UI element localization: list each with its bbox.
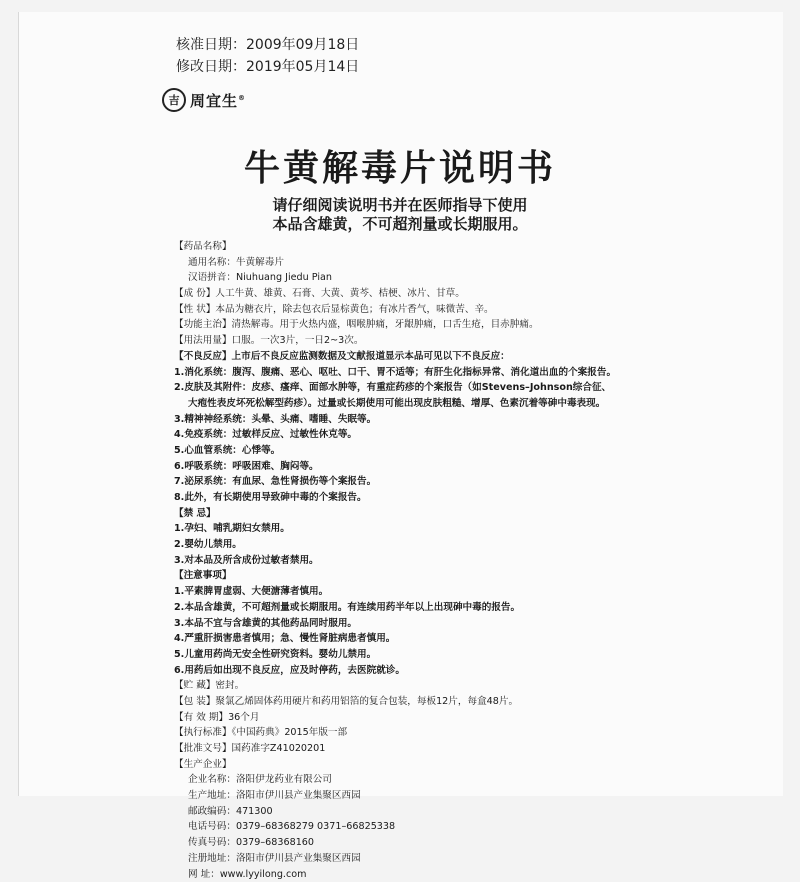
leaflet-line: 【贮 藏】密封。: [174, 678, 624, 694]
leaflet-line: 【生产企业】: [174, 757, 624, 773]
leaflet-line: 汉语拼音：Niuhuang Jiedu Pian: [174, 270, 624, 286]
leaflet-line: 1.平素脾胃虚弱、大便溏薄者慎用。: [174, 584, 624, 600]
leaflet-content: [174, 239, 624, 882]
leaflet-line: 电话号码：0379–68368279 0371–66825338: [174, 819, 624, 835]
leaflet-line: 4.严重肝损害患者慎用；急、慢性肾脏病患者慎用。: [174, 631, 624, 647]
leaflet-line: 1.消化系统：腹泻、腹痛、恶心、呕吐、口干、胃不适等；有肝生化指标异常、消化道出血的个案报告。: [174, 365, 624, 381]
brand-name: [190, 90, 246, 111]
leaflet-line: 5.儿童用药尚无安全性研究资料。婴幼儿禁用。: [174, 647, 624, 663]
leaflet-line: 3.对本品及所含成份过敏者禁用。: [174, 553, 624, 569]
leaflet-line: 8.此外，有长期使用导致砷中毒的个案报告。: [174, 490, 624, 506]
leaflet-line: 6.用药后如出现不良反应，应及时停药，去医院就诊。: [174, 663, 624, 679]
leaflet-line: 传真号码：0379–68368160: [174, 835, 624, 851]
leaflet-line: 7.泌尿系统：有血尿、急性肾损伤等个案报告。: [174, 474, 624, 490]
brand-name-text: 周宜生: [190, 92, 238, 110]
leaflet-line: 2.皮肤及其附件：皮疹、瘙痒、面部水肿等，有重症药疹的个案报告（如Stevens–Johnson综合征、: [174, 380, 624, 396]
leaflet-line: 3.本品不宜与含雄黄的其他药品同时服用。: [174, 616, 624, 632]
leaflet-line: 4.免疫系统：过敏样反应、过敏性休克等。: [174, 427, 624, 443]
leaflet-line: 网 址：www.lyyilong.com: [174, 867, 624, 882]
leaflet-line: 【包 装】聚氯乙烯固体药用硬片和药用铝箔的复合包装，每板12片，每盒48片。: [174, 694, 624, 710]
leaflet-line: 3.精神神经系统：头晕、头痛、嗜睡、失眠等。: [174, 412, 624, 428]
leaflet-line: 邮政编码：471300: [174, 804, 624, 820]
leaflet-line: 1.孕妇、哺乳期妇女禁用。: [174, 521, 624, 537]
leaflet-line: 2.本品含雄黄，不可超剂量或长期服用。有连续用药半年以上出现砷中毒的报告。: [174, 600, 624, 616]
leaflet-line: 5.心血管系统：心悸等。: [174, 443, 624, 459]
leaflet-line: 6.呼吸系统：呼吸困难、胸闷等。: [174, 459, 624, 475]
leaflet-line: 【药品名称】: [174, 239, 624, 255]
warning-line-2: 本品含雄黄，不可超剂量或长期服用。: [0, 215, 800, 234]
date-block: [176, 34, 359, 78]
leaflet-line: 【成 份】人工牛黄、雄黄、石膏、大黄、黄芩、桔梗、冰片、甘草。: [174, 286, 624, 302]
warning-line-1: 请仔细阅读说明书并在医师指导下使用: [0, 196, 800, 215]
leaflet-line: 【用法用量】口服。一次3片，一日2~3次。: [174, 333, 624, 349]
registered-mark: ®: [238, 94, 246, 102]
leaflet-line: 【注意事项】: [174, 568, 624, 584]
leaflet-line: 【禁 忌】: [174, 506, 624, 522]
leaflet-line: 2.婴幼儿禁用。: [174, 537, 624, 553]
approve-date: 核准日期：2009年09月18日: [176, 34, 359, 56]
leaflet-line: 【不良反应】上市后不良反应监测数据及文献报道显示本品可见以下不良反应：: [174, 349, 624, 365]
leaflet-line: 【功能主治】清热解毒。用于火热内盛，咽喉肿痛，牙龈肿痛，口舌生疮，目赤肿痛。: [174, 317, 624, 333]
leaflet-line: 【有 效 期】36个月: [174, 710, 624, 726]
leaflet-line: 【批准文号】国药准字Z41020201: [174, 741, 624, 757]
leaflet-line: 【性 状】本品为糖衣片，除去包衣后显棕黄色；有冰片香气，味微苦、辛。: [174, 302, 624, 318]
leaflet-line: 大疱性表皮坏死松解型药疹）。过量或长期使用可能出现皮肤粗糙、增厚、色素沉着等砷中毒表现。: [174, 396, 624, 412]
revise-date: 修改日期：2019年05月14日: [176, 56, 359, 78]
document-title: 牛黄解毒片说明书: [0, 140, 800, 191]
brand-logo: [162, 88, 246, 112]
brand-mark-icon: 吉: [162, 88, 186, 112]
leaflet-line: 通用名称：牛黄解毒片: [174, 255, 624, 271]
leaflet-line: 【执行标准】《中国药典》2015年版一部: [174, 725, 624, 741]
leaflet-line: 注册地址：洛阳市伊川县产业集聚区西园: [174, 851, 624, 867]
leaflet-line: 生产地址：洛阳市伊川县产业集聚区西园: [174, 788, 624, 804]
warning-block: [0, 196, 800, 234]
leaflet-line: 企业名称：洛阳伊龙药业有限公司: [174, 772, 624, 788]
